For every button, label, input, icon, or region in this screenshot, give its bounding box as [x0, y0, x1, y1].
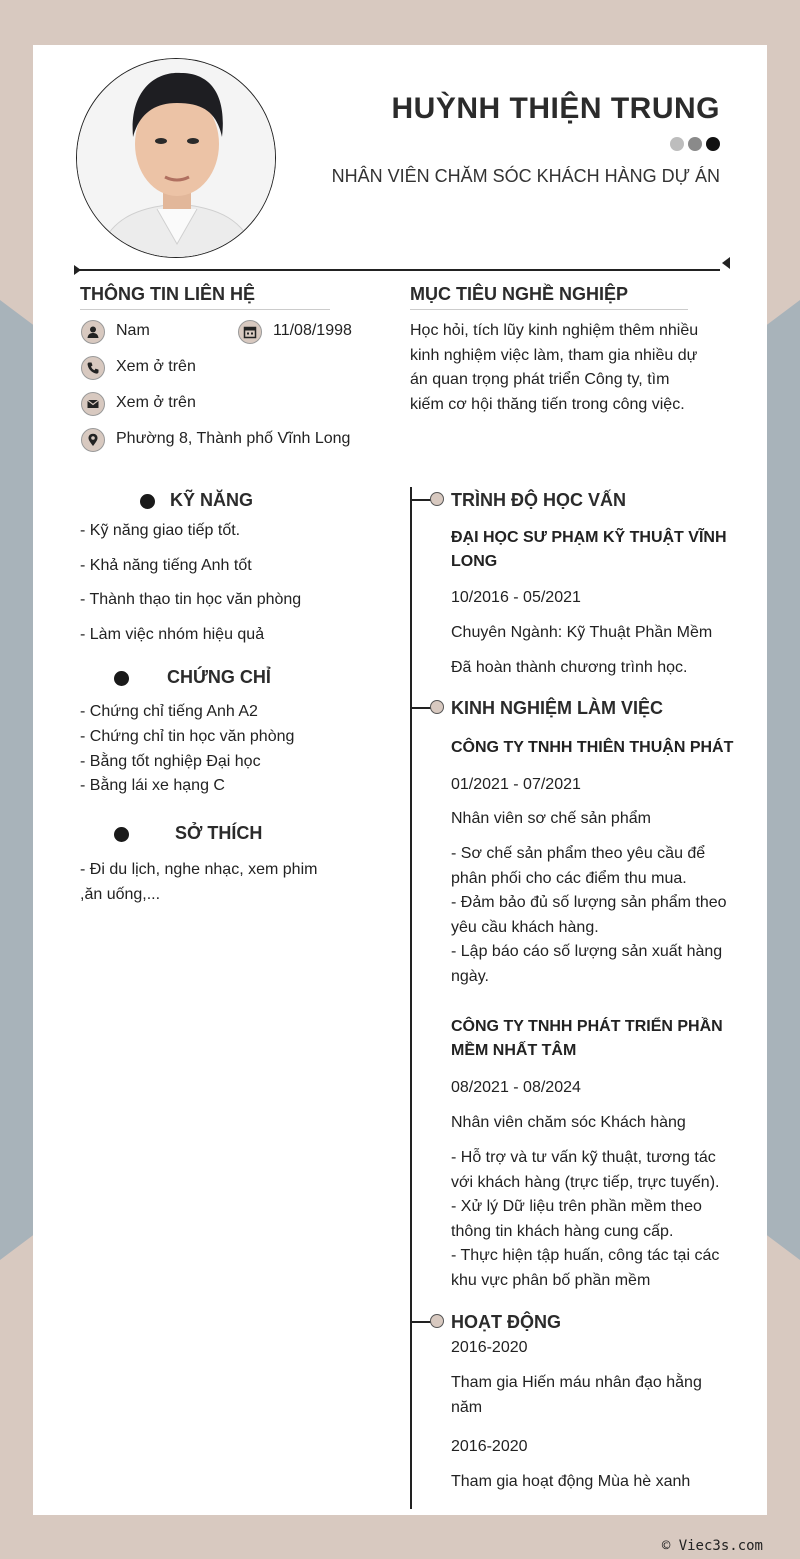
- education-status: Đã hoàn thành chương trình học.: [451, 659, 688, 676]
- experience-node: [430, 700, 444, 714]
- education-node: [430, 492, 444, 506]
- divider-arrow-right: [722, 257, 730, 269]
- activities-node: [430, 1314, 444, 1328]
- skill-item: - Thành thạo tin học văn phòng: [80, 591, 302, 608]
- hobbies-bullet: [114, 827, 129, 842]
- decorative-dots: [670, 137, 720, 151]
- objective-line: Học hỏi, tích lũy kinh nghiệm thêm nhiều: [410, 322, 699, 339]
- activity-period: 2016-2020: [451, 1339, 528, 1356]
- job-company: [451, 736, 741, 760]
- calendar-icon: [238, 320, 262, 344]
- objective-line: kinh nghiệm việc làm, tham gia nhiều dự: [410, 346, 698, 364]
- activity-line: Tham gia hoạt động Mùa hè xanh: [451, 1473, 691, 1490]
- activity-description: [451, 1470, 746, 1495]
- email-value: Xem ở trên: [116, 394, 196, 411]
- objective-title: MỤC TIÊU NGHỀ NGHIỆP: [410, 284, 629, 304]
- profile-photo: [76, 58, 276, 258]
- job-description: [451, 1146, 746, 1293]
- job-desc-line: - Thực hiện tập huấn, công tác tại các: [451, 1247, 720, 1264]
- dot-light: [670, 137, 684, 151]
- company-line: CÔNG TY TNHH THIÊN THUẬN PHÁT: [451, 739, 734, 756]
- job-desc-line: thông tin khách hàng cung cấp.: [451, 1222, 674, 1240]
- email-icon: [81, 392, 105, 416]
- skill-item: - Khả năng tiếng Anh tốt: [80, 557, 252, 574]
- job-company: [451, 1015, 741, 1063]
- certificate-item: - Chứng chỉ tiếng Anh A2: [80, 703, 258, 720]
- company-line: MỀM NHẤT TÂM: [451, 1042, 577, 1059]
- address-value: Phường 8, Thành phố Vĩnh Long: [116, 430, 351, 447]
- job-period: 08/2021 - 08/2024: [451, 1079, 581, 1096]
- timeline-line: [410, 487, 412, 1509]
- job-desc-line: khu vực phân bố phần mềm: [451, 1271, 651, 1289]
- phone-value: Xem ở trên: [116, 358, 196, 375]
- objective-line: án quan trọng phát triển Công ty, tìm: [410, 371, 670, 388]
- skills-title: KỸ NĂNG: [170, 490, 254, 510]
- objective-text: [410, 319, 740, 417]
- job-period: 01/2021 - 07/2021: [451, 776, 581, 793]
- contact-underline: [80, 309, 330, 310]
- candidate-name: HUỲNH THIỆN TRUNG: [391, 92, 720, 125]
- job-desc-line: yêu cầu khách hàng.: [451, 918, 599, 936]
- activity-line: Tham gia Hiến máu nhân đạo hằng: [451, 1374, 702, 1391]
- activities-connector: [410, 1321, 432, 1323]
- hobbies-title: SỞ THÍCH: [175, 823, 263, 843]
- divider-arrow-left: [74, 265, 81, 275]
- certificate-item: - Bằng lái xe hạng C: [80, 777, 225, 794]
- job-desc-line: - Hỗ trợ và tư vấn kỹ thuật, tương tác: [451, 1149, 716, 1166]
- gender-value: Nam: [116, 322, 150, 339]
- footer-credit: © Viec3s.com: [661, 1538, 763, 1554]
- job-desc-line: phân phối cho các điểm thu mua.: [451, 869, 687, 887]
- header-divider: [76, 269, 720, 271]
- job-desc-line: ngày.: [451, 967, 489, 985]
- activity-description: [451, 1371, 746, 1420]
- phone-icon: [81, 356, 105, 380]
- certificate-item: - Chứng chỉ tin học văn phòng: [80, 728, 295, 745]
- job-desc-line: với khách hàng (trực tiếp, trực tuyến).: [451, 1173, 720, 1191]
- person-icon: [81, 320, 105, 344]
- objective-line: kiếm cơ hội thăng tiến trong công việc.: [410, 395, 685, 413]
- skill-item: - Làm việc nhóm hiệu quả: [80, 626, 265, 643]
- education-connector: [410, 499, 432, 501]
- job-description: [451, 842, 746, 989]
- hobbies-text: [80, 858, 380, 907]
- job-desc-line: - Xử lý Dữ liệu trên phần mềm theo: [451, 1198, 702, 1215]
- job-role: Nhân viên chăm sóc Khách hàng: [451, 1114, 686, 1131]
- activity-line: năm: [451, 1398, 483, 1416]
- job-desc-line: - Sơ chế sản phẩm theo yêu cầu để: [451, 845, 706, 862]
- birthday-value: 11/08/1998: [273, 322, 352, 339]
- job-title: NHÂN VIÊN CHĂM SÓC KHÁCH HÀNG DỰ ÁN: [331, 166, 720, 186]
- location-icon: [81, 428, 105, 452]
- education-title: TRÌNH ĐỘ HỌC VẤN: [451, 490, 626, 510]
- experience-connector: [410, 707, 432, 709]
- activities-title: HOẠT ĐỘNG: [451, 1312, 561, 1332]
- skills-bullet: [140, 494, 155, 509]
- job-desc-line: - Đảm bảo đủ số lượng sản phẩm theo: [451, 894, 727, 911]
- school-name: [451, 526, 741, 574]
- certificate-item: - Bằng tốt nghiệp Đại học: [80, 753, 261, 770]
- contact-title: THÔNG TIN LIÊN HỆ: [80, 284, 255, 304]
- company-line: CÔNG TY TNHH PHÁT TRIỂN PHẦN: [451, 1018, 723, 1035]
- hobby-line: - Đi du lịch, nghe nhạc, xem phim: [80, 861, 318, 878]
- job-desc-line: - Lập báo cáo số lượng sản xuất hàng: [451, 943, 723, 960]
- dot-dark: [706, 137, 720, 151]
- dot-mid: [688, 137, 702, 151]
- objective-underline: [410, 309, 688, 310]
- portrait-image: [77, 59, 276, 258]
- certificates-bullet: [114, 671, 129, 686]
- certificates-title: CHỨNG CHỈ: [167, 667, 271, 687]
- activity-period: 2016-2020: [451, 1438, 528, 1455]
- education-period: 10/2016 - 05/2021: [451, 589, 581, 606]
- hobby-line: ,ăn uống,...: [80, 885, 161, 903]
- school-line: ĐẠI HỌC SƯ PHẠM KỸ THUẬT VĨNH: [451, 529, 727, 546]
- education-major: Chuyên Ngành: Kỹ Thuật Phần Mềm: [451, 624, 713, 641]
- experience-title: KINH NGHIỆM LÀM VIỆC: [451, 698, 664, 718]
- school-line: LONG: [451, 553, 498, 570]
- skill-item: - Kỹ năng giao tiếp tốt.: [80, 522, 241, 539]
- job-role: Nhân viên sơ chế sản phẩm: [451, 810, 651, 827]
